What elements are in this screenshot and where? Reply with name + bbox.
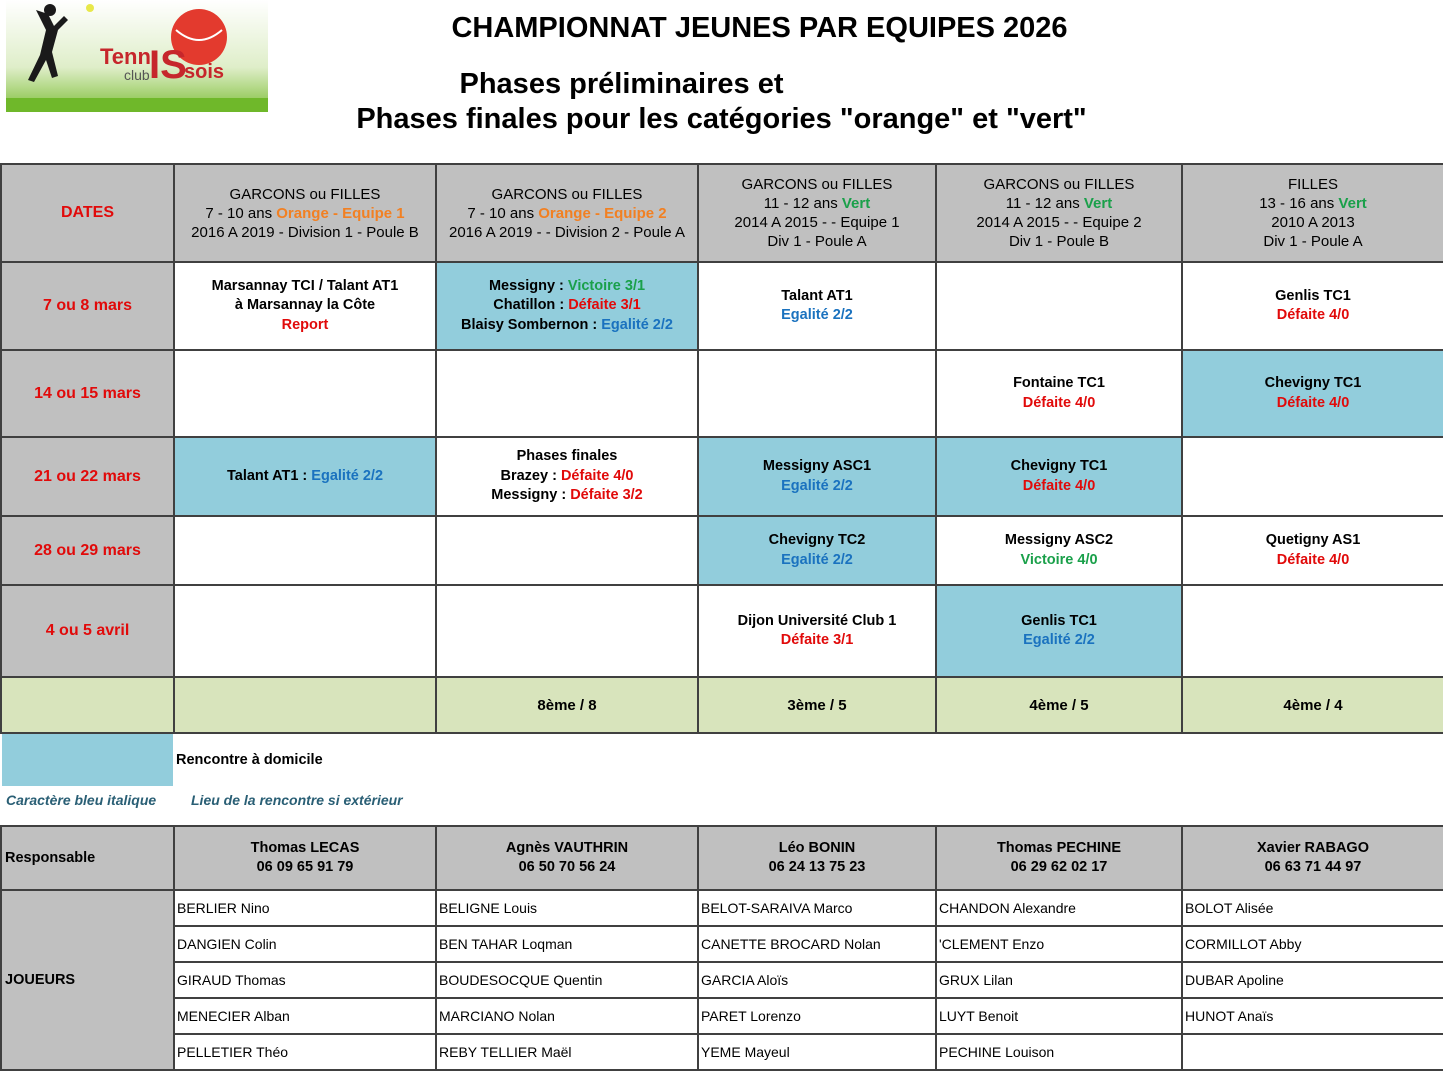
player-cell: 'CLEMENT Enzo bbox=[936, 926, 1182, 962]
match-cell: Genlis TC1 Défaite 4/0 bbox=[1182, 262, 1443, 350]
page-subtitle-1: Phases préliminaires et bbox=[459, 68, 784, 100]
player-cell: CHANDON Alexandre bbox=[936, 890, 1182, 926]
player-cell: PARET Lorenzo bbox=[698, 998, 936, 1034]
player-cell: PELLETIER Théo bbox=[174, 1034, 436, 1070]
match-cell-empty bbox=[174, 585, 436, 677]
match-cell: Marsannay TCI / Talant AT1 à Marsannay la Côte Report bbox=[174, 262, 436, 350]
logo-text-sois: sois bbox=[184, 61, 225, 83]
joueurs-label: JOUEURS bbox=[1, 890, 174, 1070]
player-cell: DANGIEN Colin bbox=[174, 926, 436, 962]
match-cell: Chevigny TC1 Défaite 4/0 bbox=[1182, 350, 1443, 437]
match-cell: Messigny ASC2 Victoire 4/0 bbox=[936, 516, 1182, 585]
match-cell-empty bbox=[698, 350, 936, 437]
player-cell: BEN TAHAR Loqman bbox=[436, 926, 698, 962]
page-title: CHAMPIONNAT JEUNES PAR EQUIPES 2026 bbox=[451, 12, 1068, 44]
player-cell: GRUX Lilan bbox=[936, 962, 1182, 998]
date-cell: 28 ou 29 mars bbox=[1, 516, 174, 585]
match-cell: Messigny : Victoire 3/1 Chatillon : Défaite 3/1 Blaisy Sombernon : Egalité 2/2 bbox=[436, 262, 698, 350]
responsable-cell: Thomas PECHINE 06 29 62 02 17 bbox=[936, 826, 1182, 890]
match-cell-empty bbox=[174, 350, 436, 437]
rank-cell-empty bbox=[174, 677, 436, 733]
match-cell-empty bbox=[436, 350, 698, 437]
player-cell: BELIGNE Louis bbox=[436, 890, 698, 926]
header-col-3: GARCONS ou FILLES 11 - 12 ans Vert 2014 A 2015 - - Equipe 1 Div 1 - Poule A bbox=[698, 164, 936, 262]
match-cell: Fontaine TC1 Défaite 4/0 bbox=[936, 350, 1182, 437]
match-cell: Genlis TC1 Egalité 2/2 bbox=[936, 585, 1182, 677]
header-col-4: GARCONS ou FILLES 11 - 12 ans Vert 2014 A 2015 - - Equipe 2 Div 1 - Poule B bbox=[936, 164, 1182, 262]
player-cell: GARCIA Aloïs bbox=[698, 962, 936, 998]
legend-home-label: Rencontre à domicile bbox=[176, 752, 323, 768]
player-cell: BOUDESOCQUE Quentin bbox=[436, 962, 698, 998]
player-cell: PECHINE Louison bbox=[936, 1034, 1182, 1070]
logo-text-is: IS bbox=[149, 43, 187, 87]
match-cell: Chevigny TC2 Egalité 2/2 bbox=[698, 516, 936, 585]
player-cell: CORMILLOT Abby bbox=[1182, 926, 1443, 962]
rank-cell: 3ème / 5 bbox=[698, 677, 936, 733]
logo-text-club: club bbox=[124, 67, 150, 83]
match-cell: Dijon Université Club 1 Défaite 3/1 bbox=[698, 585, 936, 677]
match-cell-empty bbox=[436, 516, 698, 585]
legend-blue-italic: Caractère bleu italique bbox=[6, 792, 157, 808]
responsable-cell: Agnès VAUTHRIN 06 50 70 56 24 bbox=[436, 826, 698, 890]
responsable-cell: Léo BONIN 06 24 13 75 23 bbox=[698, 826, 936, 890]
rank-cell: 4ème / 4 bbox=[1182, 677, 1443, 733]
match-cell: Messigny ASC1 Egalité 2/2 bbox=[698, 437, 936, 516]
match-cell-empty bbox=[1182, 437, 1443, 516]
legend-home-swatch bbox=[2, 734, 173, 786]
player-cell bbox=[1182, 1034, 1443, 1070]
responsable-cell: Thomas LECAS 06 09 65 91 79 bbox=[174, 826, 436, 890]
players-table bbox=[0, 825, 1443, 1071]
match-cell-empty bbox=[936, 262, 1182, 350]
date-cell: 14 ou 15 mars bbox=[1, 350, 174, 437]
rank-cell: 4ème / 5 bbox=[936, 677, 1182, 733]
match-cell: Talant AT1 Egalité 2/2 bbox=[698, 262, 936, 350]
player-cell: MENECIER Alban bbox=[174, 998, 436, 1034]
logo-text-tenn: Tenn bbox=[100, 44, 151, 69]
match-cell-empty bbox=[1182, 585, 1443, 677]
player-cell: MARCIANO Nolan bbox=[436, 998, 698, 1034]
date-cell: 21 ou 22 mars bbox=[1, 437, 174, 516]
player-cell: CANETTE BROCARD Nolan bbox=[698, 926, 936, 962]
player-cell: YEME Mayeul bbox=[698, 1034, 936, 1070]
schedule-table bbox=[0, 163, 1443, 734]
match-cell-empty bbox=[174, 516, 436, 585]
dates-header: DATES bbox=[1, 164, 174, 262]
responsable-cell: Xavier RABAGO 06 63 71 44 97 bbox=[1182, 826, 1443, 890]
player-cell: REBY TELLIER Maël bbox=[436, 1034, 698, 1070]
player-cell: GIRAUD Thomas bbox=[174, 962, 436, 998]
rank-cell: 8ème / 8 bbox=[436, 677, 698, 733]
legend-away-note: Lieu de la rencontre si extérieur bbox=[191, 792, 403, 808]
date-cell: 4 ou 5 avril bbox=[1, 585, 174, 677]
match-cell: Phases finales Brazey : Défaite 4/0 Messigny : Défaite 3/2 bbox=[436, 437, 698, 516]
match-cell: Talant AT1 : Egalité 2/2 bbox=[174, 437, 436, 516]
header-col-5: FILLES 13 - 16 ans Vert 2010 A 2013 Div 1 - Poule A bbox=[1182, 164, 1443, 262]
player-cell: BOLOT Alisée bbox=[1182, 890, 1443, 926]
player-cell: HUNOT Anaïs bbox=[1182, 998, 1443, 1034]
player-cell: BERLIER Nino bbox=[174, 890, 436, 926]
match-cell-empty bbox=[436, 585, 698, 677]
player-cell: LUYT Benoit bbox=[936, 998, 1182, 1034]
match-cell: Chevigny TC1 Défaite 4/0 bbox=[936, 437, 1182, 516]
responsable-label: Responsable bbox=[1, 826, 174, 890]
player-cell: DUBAR Apoline bbox=[1182, 962, 1443, 998]
header-col-1: GARCONS ou FILLES 7 - 10 ans Orange - Equipe 1 2016 A 2019 - Division 1 - Poule B bbox=[174, 164, 436, 262]
date-cell: 7 ou 8 mars bbox=[1, 262, 174, 350]
header-col-2: GARCONS ou FILLES 7 - 10 ans Orange - Equipe 2 2016 A 2019 - - Division 2 - Poule A bbox=[436, 164, 698, 262]
rank-cell-empty bbox=[1, 677, 174, 733]
player-cell: BELOT-SARAIVA Marco bbox=[698, 890, 936, 926]
page-subtitle-2: Phases finales pour les catégories "orange" et "vert" bbox=[356, 103, 1087, 135]
match-cell: Quetigny AS1 Défaite 4/0 bbox=[1182, 516, 1443, 585]
